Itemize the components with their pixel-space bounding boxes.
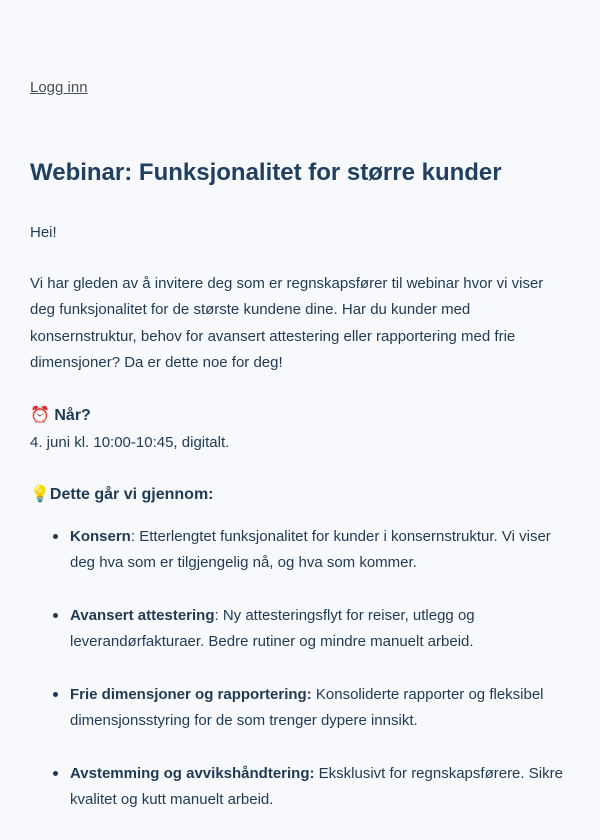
topic-title: Frie dimensjoner og rapportering: (70, 685, 312, 703)
topic-title: Avstemming og avvikshåndtering: (70, 764, 315, 782)
topics-list (30, 524, 570, 840)
when-label: Når? (54, 407, 91, 424)
intro-paragraph: Vi har gleden av å invitere deg som er regnskapsfører til webinar hvor vi viser deg funksjonalitet for de største kundene dine. Har du kunder med konsernstruktur, behov for avansert attestering eller rapportering med frie dimensjoner? Da er dette noe for deg! (30, 275, 544, 371)
lightbulb-icon: 💡 (30, 486, 50, 503)
topic-title: Avansert attestering (70, 606, 215, 624)
topic-separator: : (214, 606, 223, 624)
topic-item-frie-dimensjoner (30, 682, 565, 735)
topic-separator: : (130, 528, 140, 545)
login-link[interactable]: Logg inn (30, 79, 88, 96)
topic-title: Konsern (70, 528, 131, 545)
event-time: 4. juni kl. 10:00-10:45, digitalt. (30, 434, 230, 451)
topic-item-avstemming (30, 761, 565, 814)
topic-description: Konsoliderte rapporter og fleksibel dimensjonsstyring for de som trenger dypere innsikt. (70, 685, 544, 730)
alarm-clock-icon: ⏰ (30, 407, 50, 424)
topic-item-konsern (30, 524, 565, 577)
greeting-text: Hei! (30, 224, 57, 241)
page-title: Webinar: Funksjonalitet for større kunder (30, 159, 502, 186)
topics-heading-label: Dette går vi gjennom: (49, 486, 214, 503)
topics-heading (30, 484, 214, 506)
topic-description: Ny attesteringsflyt for reiser, utlegg og leverandørfakturaer. Bedre rutiner og mindre manuelt arbeid. (70, 606, 475, 651)
topic-description: Etterlengtet funksjonalitet for kunder i konsernstruktur. Vi viser deg hva som er tilgjengelig nå, og hva som kommer. (70, 528, 551, 572)
when-heading (30, 405, 91, 427)
topic-description: Eksklusivt for regnskapsførere. Sikre kvalitet og kutt manuelt arbeid. (70, 764, 563, 808)
topic-item-avansert-attestering (30, 603, 565, 656)
